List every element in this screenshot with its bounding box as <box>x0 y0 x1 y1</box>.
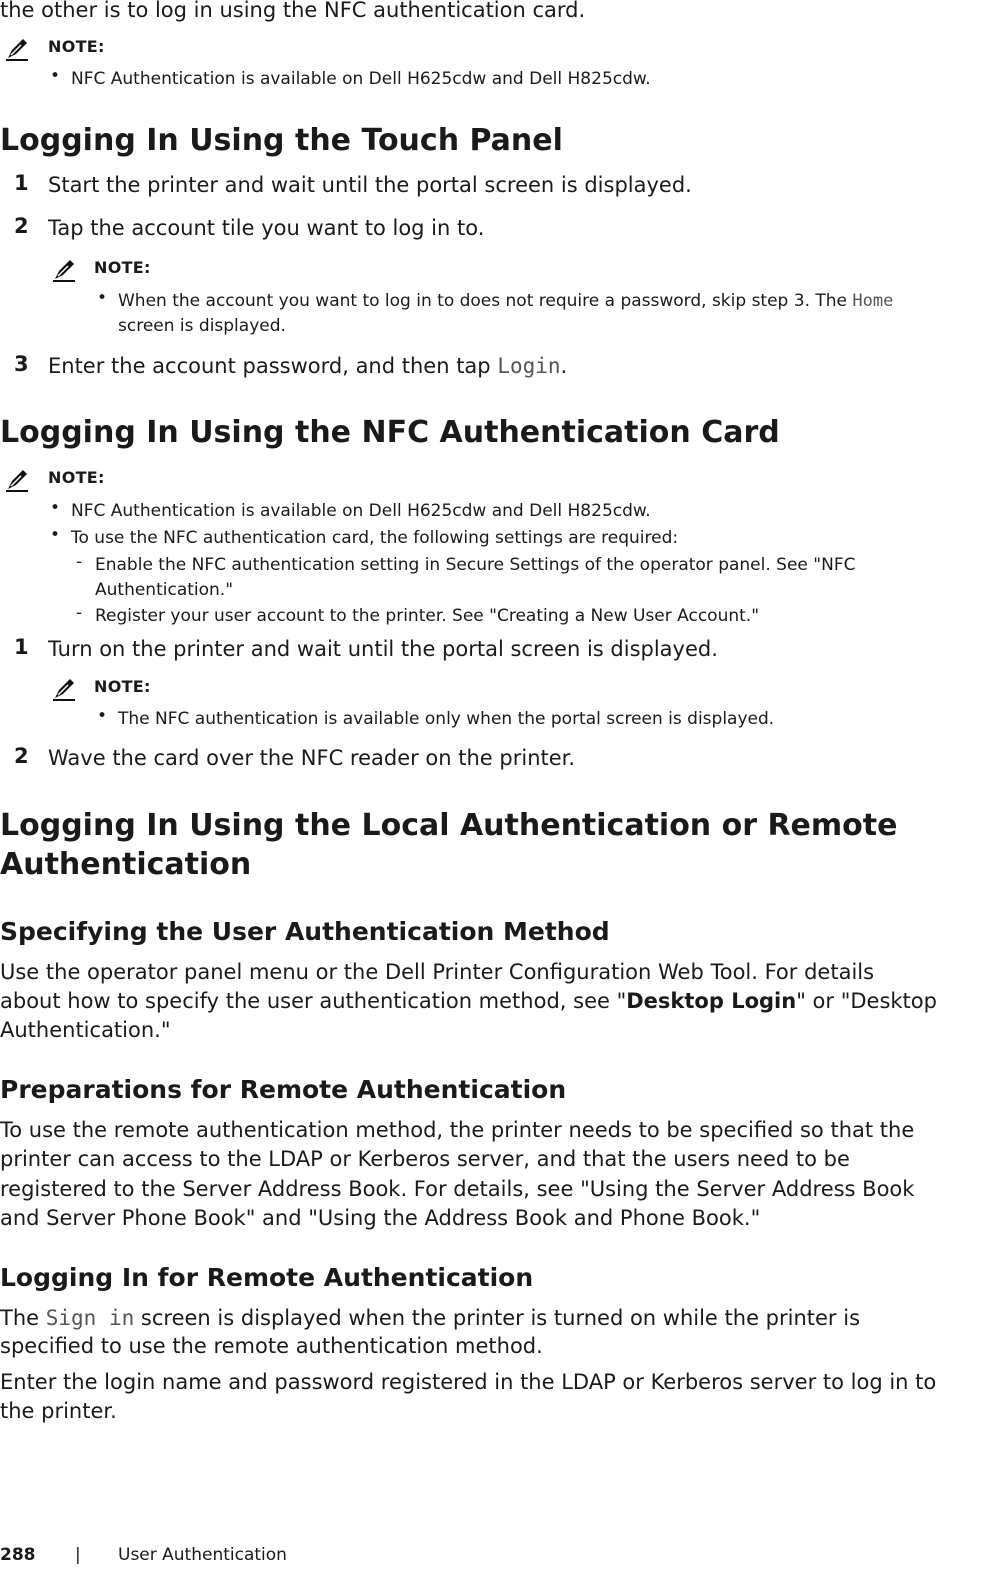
bullet: • <box>97 288 108 308</box>
step-number: 3 <box>14 352 29 376</box>
step-text: Enter the account password, and then tap Login. <box>48 354 568 378</box>
note-bullet-text: The NFC authentication is available only when the portal screen is displayed. <box>118 709 775 729</box>
paragraph-line: printer can access to the LDAP or Kerberos server, and that the users need to be <box>0 1147 850 1171</box>
paragraph-line: specified to use the remote authentication method. <box>0 1334 543 1358</box>
note-pencil-icon <box>51 257 77 283</box>
step-text: Turn on the printer and wait until the portal screen is displayed. <box>48 637 718 661</box>
dash: - <box>76 603 83 623</box>
section-heading: Logging In Using the Local Authentication or Remote <box>0 808 898 843</box>
note-label: NOTE: <box>94 677 151 696</box>
paragraph-line: about how to specify the user authentication method, see "Desktop Login" or "Desktop <box>0 989 937 1013</box>
page-number: 288 <box>0 1545 36 1565</box>
bullet: • <box>97 706 108 726</box>
step-text: Wave the card over the NFC reader on the printer. <box>48 746 576 770</box>
note-pencil-icon <box>4 467 30 493</box>
note-bullet-text: When the account you want to log in to does not require a password, skip step 3. The Home <box>118 291 894 311</box>
step-text: Start the printer and wait until the portal screen is displayed. <box>48 173 692 197</box>
desktop-login-link[interactable]: Desktop Login <box>626 989 797 1013</box>
note-label: NOTE: <box>48 468 105 487</box>
footer-separator: | <box>75 1545 81 1565</box>
step-number: 2 <box>14 214 29 238</box>
bullet: • <box>50 66 61 86</box>
note-sub-text: Register your user account to the printer. See "Creating a New User Account." <box>95 606 760 626</box>
paragraph-line: the printer. <box>0 1399 117 1423</box>
paragraph-line: Use the operator panel menu or the Dell Printer Configuration Web Tool. For details <box>0 960 875 984</box>
paragraph-line: and Server Phone Book" and "Using the Address Book and Phone Book." <box>0 1206 761 1230</box>
subsection-heading: Preparations for Remote Authentication <box>0 1075 567 1104</box>
step-number: 1 <box>14 635 29 659</box>
section-heading: Logging In Using the Touch Panel <box>0 123 563 158</box>
note-bullet-text: NFC Authentication is available on Dell H625cdw and Dell H825cdw. <box>71 69 651 89</box>
paragraph-line: To use the remote authentication method, the printer needs to be specified so that the <box>0 1118 915 1142</box>
note-bullet-text: To use the NFC authentication card, the following settings are required: <box>71 528 679 548</box>
note-bullet-text: screen is displayed. <box>118 316 286 336</box>
note-sub-text: Enable the NFC authentication setting in Secure Settings of the operator panel. See "NFC <box>95 555 856 575</box>
step-text: Tap the account tile you want to log in to. <box>48 216 485 240</box>
paragraph-line: The Sign in screen is displayed when the printer is turned on while the printer is <box>0 1306 861 1330</box>
bullet: • <box>50 498 61 518</box>
paragraph-line: registered to the Server Address Book. For details, see "Using the Server Address Book <box>0 1177 915 1201</box>
subsection-heading: Logging In for Remote Authentication <box>0 1263 534 1292</box>
bullet: • <box>50 525 61 545</box>
note-pencil-icon <box>4 36 30 62</box>
note-label: NOTE: <box>94 258 151 277</box>
note-pencil-icon <box>51 676 77 702</box>
intro-text: the other is to log in using the NFC authentication card. <box>0 0 586 22</box>
footer-chapter: User Authentication <box>118 1545 287 1565</box>
note-sub-text: Authentication." <box>95 580 234 600</box>
paragraph-line: Enter the login name and password registered in the LDAP or Kerberos server to log in to <box>0 1370 937 1394</box>
subsection-heading: Specifying the User Authentication Method <box>0 917 610 946</box>
note-label: NOTE: <box>48 37 105 56</box>
step-number: 1 <box>14 171 29 195</box>
step-number: 2 <box>14 744 29 768</box>
dash: - <box>76 552 83 572</box>
section-heading: Authentication <box>0 847 252 882</box>
section-heading: Logging In Using the NFC Authentication Card <box>0 415 780 450</box>
code-home: Home <box>852 291 894 311</box>
code-sign-in: Sign in <box>45 1306 135 1330</box>
code-login: Login <box>497 354 561 378</box>
note-bullet-text: NFC Authentication is available on Dell H625cdw and Dell H825cdw. <box>71 501 651 521</box>
paragraph-line: Authentication." <box>0 1018 171 1042</box>
